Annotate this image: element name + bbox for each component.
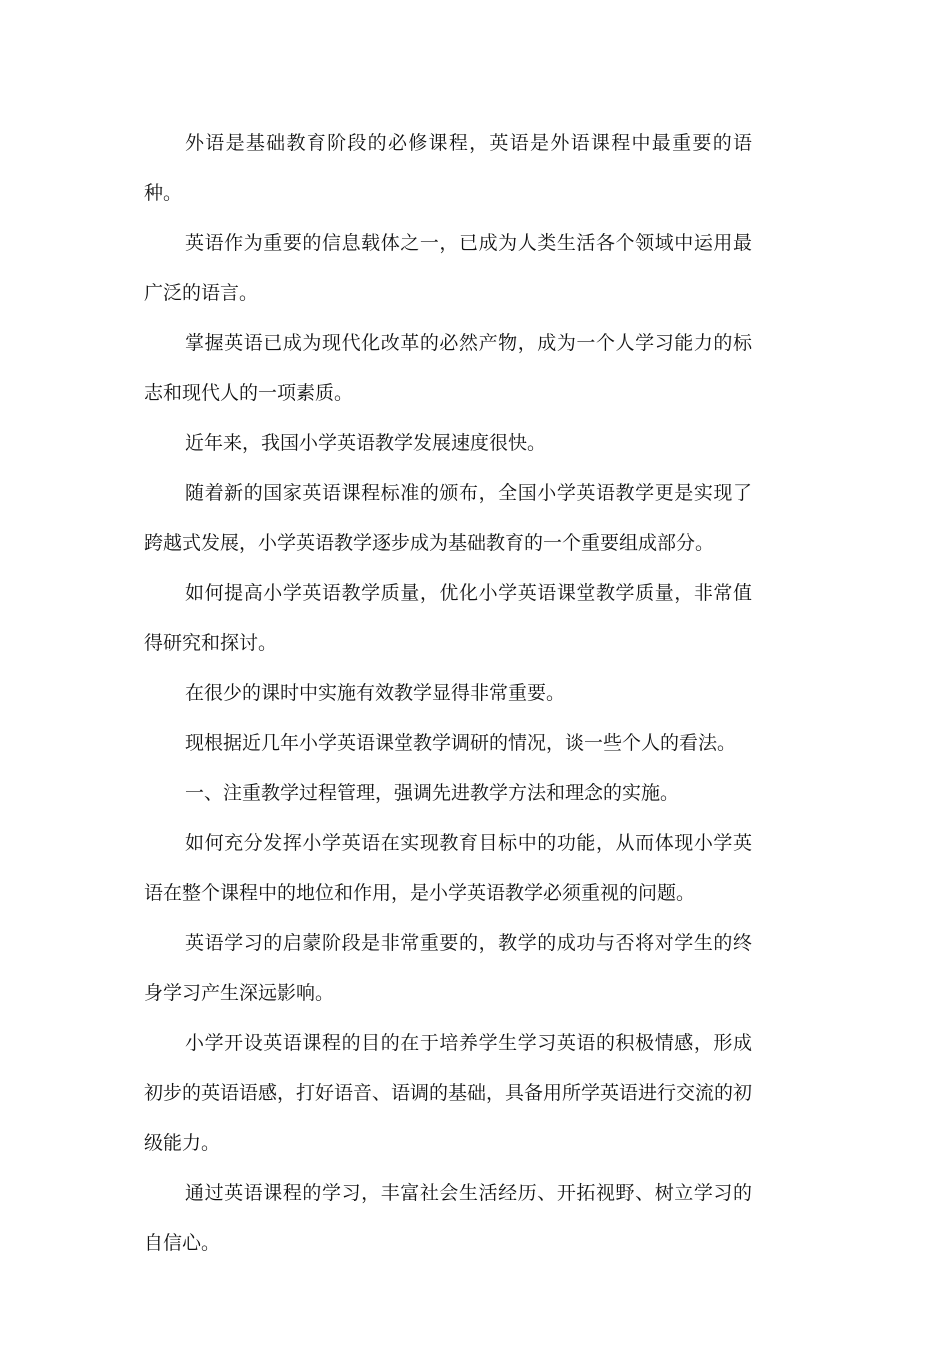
paragraph-8: 现根据近几年小学英语课堂教学调研的情况，谈一些个人的看法。 xyxy=(185,732,737,754)
document-body xyxy=(144,118,752,1268)
paragraph-3: 掌握英语已成为现代化改革的必然产物，成为一个人学习能力的标志和现代人的一项素质。 xyxy=(144,332,752,404)
paragraph-12: 通过英语课程的学习，丰富社会生活经历、开拓视野、树立学习的自信心。 xyxy=(144,1182,752,1254)
paragraph-2: 英语作为重要的信息载体之一，已成为人类生活各个领域中运用最广泛的语言。 xyxy=(144,232,752,304)
paragraph-5: 随着新的国家英语课程标准的颁布，全国小学英语教学更是实现了跨越式发展，小学英语教学逐步成为基础教育的一个重要组成部分。 xyxy=(144,482,752,554)
paragraph-1: 外语是基础教育阶段的必修课程，英语是外语课程中最重要的语种。 xyxy=(144,132,752,204)
paragraph-9: 如何充分发挥小学英语在实现教育目标中的功能，从而体现小学英语在整个课程中的地位和作用，是小学英语教学必须重视的问题。 xyxy=(144,832,752,904)
section-heading-1: 一、注重教学过程管理，强调先进教学方法和理念的实施。 xyxy=(185,782,680,804)
paragraph-4: 近年来，我国小学英语教学发展速度很快。 xyxy=(185,432,547,454)
paragraph-6: 如何提高小学英语教学质量，优化小学英语课堂教学质量，非常值得研究和探讨。 xyxy=(144,582,752,654)
paragraph-11: 小学开设英语课程的目的在于培养学生学习英语的积极情感，形成初步的英语语感，打好语音、语调的基础，具备用所学英语进行交流的初级能力。 xyxy=(144,1032,753,1154)
paragraph-7: 在很少的课时中实施有效教学显得非常重要。 xyxy=(185,682,566,704)
paragraph-10: 英语学习的启蒙阶段是非常重要的，教学的成功与否将对学生的终身学习产生深远影响。 xyxy=(144,932,752,1004)
